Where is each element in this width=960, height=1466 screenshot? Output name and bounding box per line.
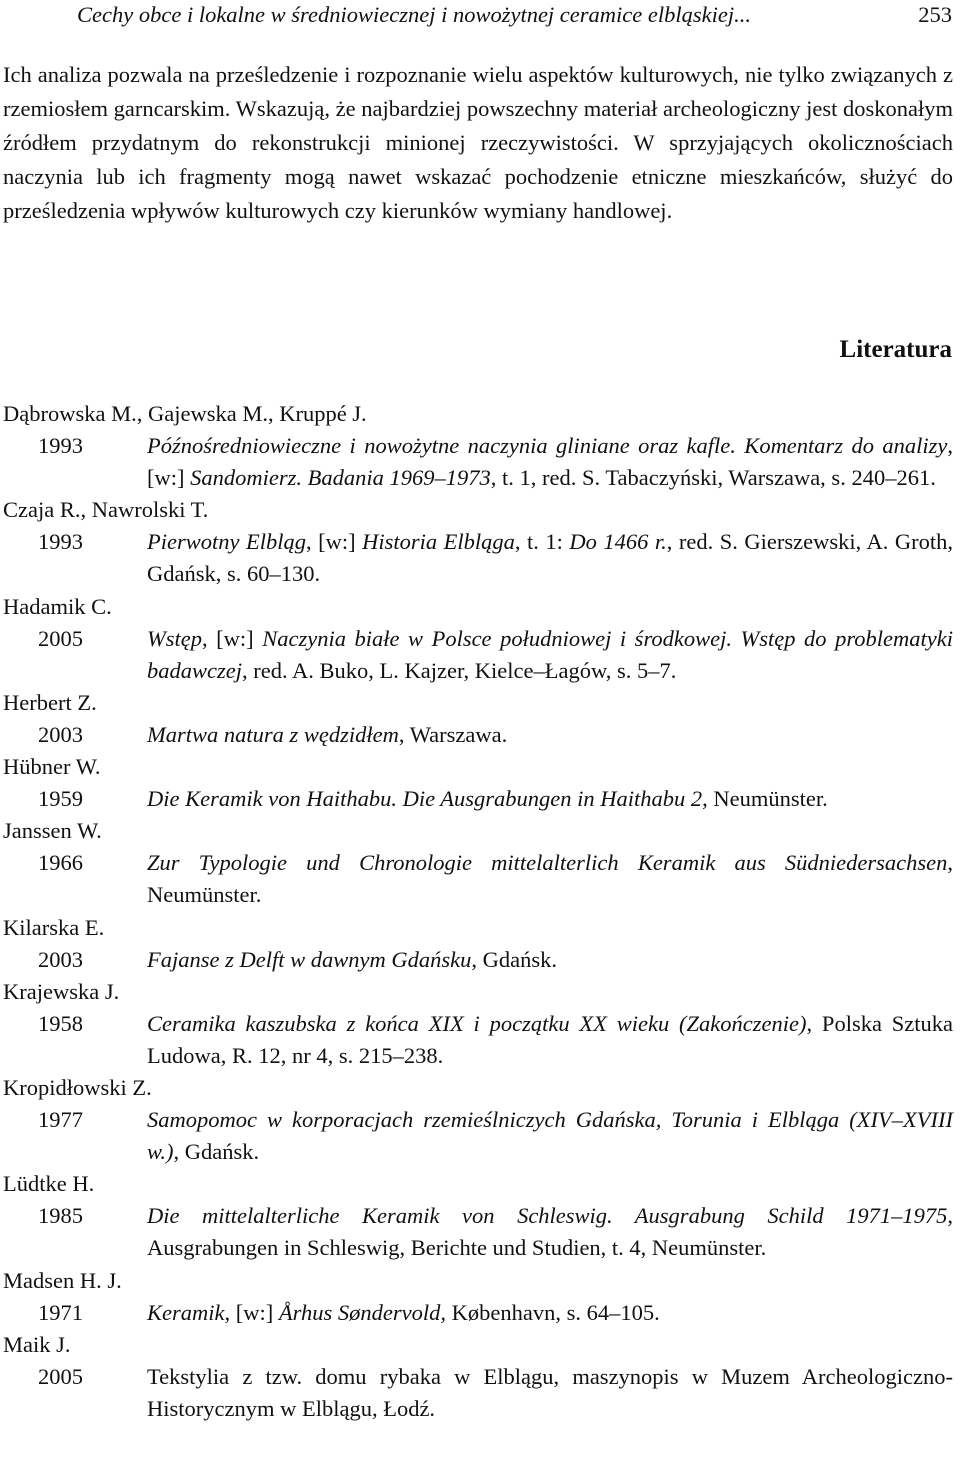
reference-year: 2003 [38,721,83,747]
reference-text [147,1297,953,1329]
reference-author: Kropidłowski Z. [3,1074,152,1100]
reference-text-segment: København, s. 64–105. [445,1299,660,1325]
reference-entry [3,526,953,590]
reference-title-segment: Die Keramik von Haithabu. Die Ausgrabungen in Haithabu 2 [147,786,703,812]
reference-title-segment: Samopomoc w korporacjach rzemieślniczych Gdańska, Torunia i Elbląga (XIV–XVIII w.) [147,1107,953,1165]
reference-title-segment: Późnośredniowieczne i nowożytne naczynia gliniane oraz kafle. Komentarz do analizy [147,433,948,459]
reference-entry [3,719,953,751]
reference-title-segment: Sandomierz. Badania 1969–1973 [190,465,491,491]
reference-title-segment: Die mittelalterliche Keramik von Schleswig. Ausgrabung Schild 1971–1975 [147,1203,948,1229]
reference-entry [3,1297,953,1329]
reference-title-segment: Historia Elbląga [362,529,515,555]
reference-entry [3,847,953,911]
reference-text [147,944,953,976]
reference-year: 1971 [38,1299,83,1325]
reference-list [3,398,953,1425]
reference-author: Maik J. [3,1331,71,1357]
reference-text-segment: , Warszawa. [398,721,508,747]
reference-year: 1977 [38,1107,83,1133]
reference-title-segment: Do 1466 r. [569,529,667,555]
reference-year: 2005 [38,1363,83,1389]
reference-author: Krajewska J. [3,978,120,1004]
reference-entry [3,1200,953,1264]
reference-author: Janssen W. [3,818,102,844]
reference-title-segment: Ceramika kaszubska z końca XIX i początku XX wieku (Zakończenie) [147,1010,807,1036]
reference-text [147,430,953,494]
section-heading: Literatura [839,336,952,363]
reference-text [147,847,953,911]
reference-entry [3,623,953,687]
reference-text [147,1008,953,1072]
reference-entry [3,944,953,976]
reference-text-segment: , [w:] [224,1299,279,1325]
reference-title-segment: Naczynia białe w Polsce południowej i środkowej. Wstęp do problematyki badawczej [147,625,953,683]
reference-text-segment: , t. 1: [514,529,570,555]
reference-text-segment: , t. 1, red. S. Tabaczyński, Warszawa, s. 240–261. [490,465,936,491]
reference-text-segment: , Polska Sztuka Ludowa, R. 12, nr 4, s. 215–238. [147,1010,953,1068]
reference-entry [3,1104,953,1168]
reference-text [147,1361,953,1425]
reference-text [147,1200,953,1264]
reference-year: 1985 [38,1203,83,1229]
reference-author: Hadamik C. [3,593,112,619]
reference-text [147,1104,953,1168]
reference-text-segment: , red. S. Gierszewski, A. Groth, Gdańsk, s. 60–130. [147,529,953,587]
reference-entry [3,430,953,494]
page-number: 253 [918,2,952,27]
reference-year: 1993 [38,529,83,555]
reference-text-segment: Tekstylia z tzw. domu rybaka w Elblągu, maszynopis w Muzem Archeologiczno-Historycznym w Elblągu, Łodź. [147,1363,953,1421]
reference-author: Madsen H. J. [3,1267,122,1293]
reference-text-segment: , Gdańsk. [173,1139,260,1165]
reference-text-segment: , [w:] [305,529,363,555]
reference-title-segment: Århus Søndervold, [278,1299,446,1325]
reference-text-segment: , Neumünster. [147,850,953,908]
intro-section [3,58,953,228]
reference-text-segment: , Ausgrabungen in Schleswig, Berichte und Studien, t. 4, Neumünster. [147,1203,953,1261]
reference-year: 1958 [38,1010,83,1036]
reference-text [147,526,953,590]
reference-text-segment: , [w:] [202,625,263,651]
reference-author: Hübner W. [3,754,101,780]
reference-text-segment: , red. A. Buko, L. Kajzer, Kielce–Łagów, s. 5–7. [242,657,677,683]
reference-author: Dąbrowska M., Gajewska M., Kruppé J. [3,401,367,426]
reference-text-segment: , Gdańsk. [471,946,557,972]
reference-entry [3,1361,953,1425]
reference-text-segment: , Neumünster. [702,786,828,812]
reference-author: Lüdtke H. [3,1171,95,1197]
reference-title-segment: Zur Typologie und Chronologie mittelalterlich Keramik aus Südniedersachsen [147,850,948,876]
reference-year: 2005 [38,625,83,651]
reference-year: 2003 [38,946,83,972]
intro-paragraph: Ich analiza pozwala na prześledzenie i rozpoznanie wielu aspektów kulturowych, nie tylko związanych z rzemiosłem garncarskim. Wskazują, że najbardziej powszechny materiał archeologiczny jest doskonałym źródłem przydatnym do rekonstrukcji minionej rzeczywistości. W sprzyjających okolicznościach naczynia lub ich fragmenty mogą nawet wskazać pochodzenie etniczne mieszkańców, służyć do prześledzenia wpływów kulturowych czy kierunków wymiany handlowej. [3,62,953,223]
reference-title-segment: Fajanse z Delft w dawnym Gdańsku [147,946,472,972]
reference-title-segment: Pierwotny Elbląg [147,529,306,555]
reference-text [147,623,953,687]
reference-title-segment: Martwa natura z wędzidłem [147,721,399,747]
reference-title-segment: Wstęp [147,625,202,651]
running-header [0,0,960,30]
reference-year: 1993 [38,433,83,459]
reference-entry [3,783,953,815]
reference-title-segment: Keramik [147,1299,225,1325]
reference-year: 1966 [38,850,83,876]
reference-author: Herbert Z. [3,689,97,715]
reference-text [147,719,953,751]
reference-author: Kilarska E. [3,914,105,940]
reference-year: 1959 [38,786,83,812]
reference-entry [3,1008,953,1072]
reference-text-segment: , [w:] [147,433,953,491]
reference-text [147,783,953,815]
running-title: Cechy obce i lokalne w średniowiecznej i nowożytnej ceramice elbląskiej... [77,2,751,27]
reference-author: Czaja R., Nawrolski T. [3,497,209,523]
